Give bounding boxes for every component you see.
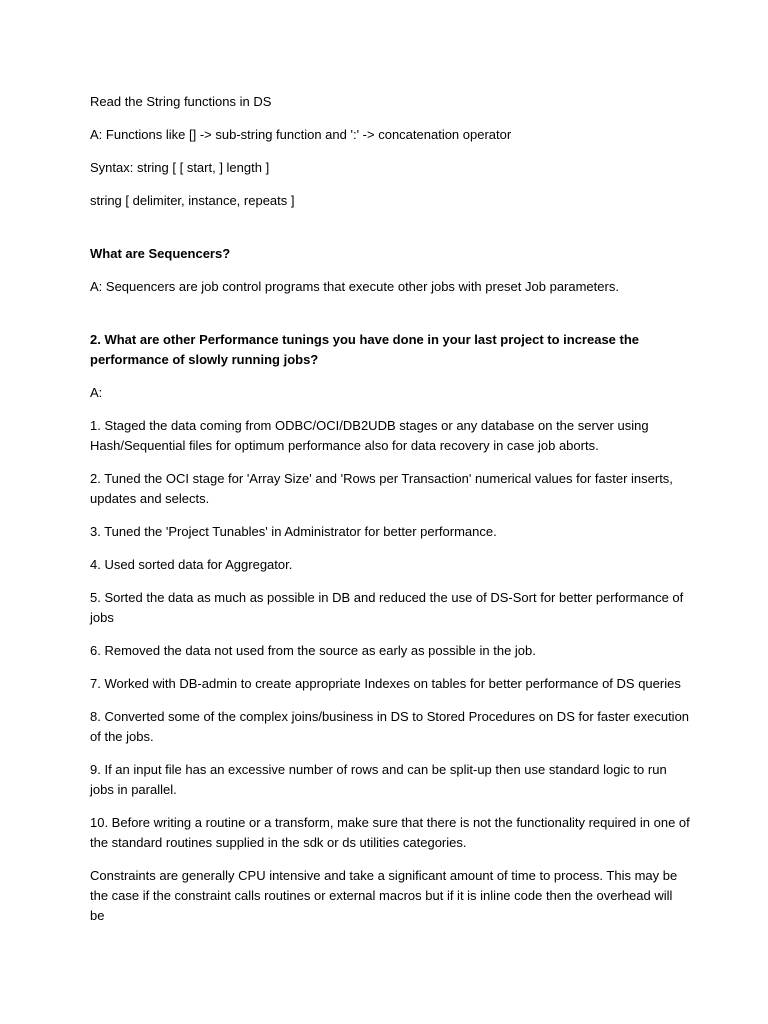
heading-sequencers-question: What are Sequencers? [90, 246, 231, 261]
paragraph-sequencers-answer: A: Sequencers are job control programs that execute other jobs with preset Job parameters. [90, 279, 619, 294]
paragraph-functions-answer: A: Functions like [] -> sub-string function and ':' -> concatenation operator [90, 127, 512, 142]
list-item-10: 10. Before writing a routine or a transform, make sure that there is not the functionality required in one of the standard routines supplied in the sdk or ds utilities categories. [90, 815, 690, 850]
paragraph-answer-label: A: [90, 385, 103, 400]
list-item-2: 2. Tuned the OCI stage for 'Array Size' and 'Rows per Transaction' numerical values for faster inserts, updates and selects. [90, 471, 673, 506]
list-item-3: 3. Tuned the 'Project Tunables' in Administrator for better performance. [90, 524, 497, 539]
list-item-4: 4. Used sorted data for Aggregator. [90, 557, 293, 572]
paragraph-read-string-functions: Read the String functions in DS [90, 94, 272, 109]
document-body [90, 92, 690, 939]
list-item-6: 6. Removed the data not used from the source as early as possible in the job. [90, 643, 536, 658]
paragraph-string-delimiter: string [ delimiter, instance, repeats ] [90, 193, 295, 208]
heading-performance-question: 2. What are other Performance tunings you have done in your last project to increase the performance of slowly running jobs? [90, 332, 640, 367]
paragraph-syntax: Syntax: string [ [ start, ] length ] [90, 160, 270, 175]
paragraph-constraints: Constraints are generally CPU intensive and take a significant amount of time to process. This may be the case if the constraint calls routines or external macros but if it is inline code then the overhead will be [90, 868, 678, 923]
list-item-1: 1. Staged the data coming from ODBC/OCI/DB2UDB stages or any database on the server using Hash/Sequential files for optimum performance also for data recovery in case job aborts. [90, 418, 649, 453]
list-item-9: 9. If an input file has an excessive number of rows and can be split-up then use standard logic to run jobs in parallel. [90, 762, 667, 797]
list-item-7: 7. Worked with DB-admin to create appropriate Indexes on tables for better performance of DS queries [90, 676, 681, 691]
list-item-8: 8. Converted some of the complex joins/business in DS to Stored Procedures on DS for faster execution of the jobs. [90, 709, 690, 744]
list-item-5: 5. Sorted the data as much as possible in DB and reduced the use of DS-Sort for better performance of jobs [90, 590, 684, 625]
